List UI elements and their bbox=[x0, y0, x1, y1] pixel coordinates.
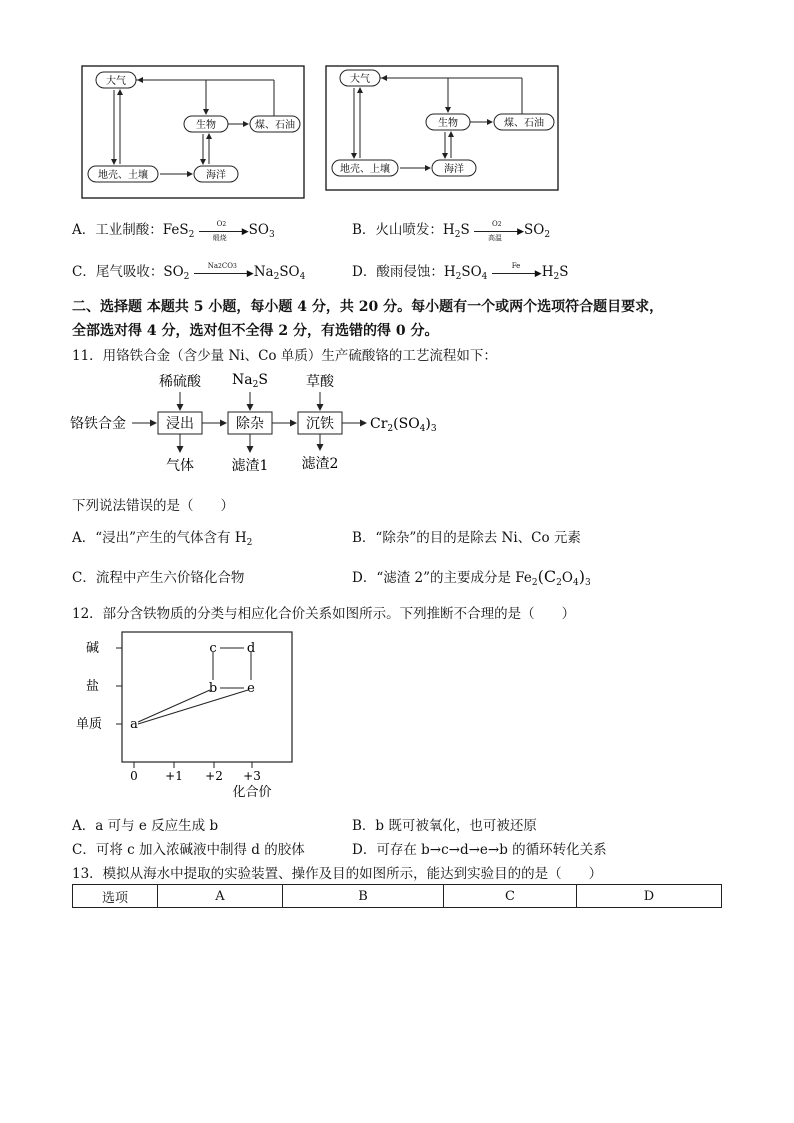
q10-option-a[interactable]: A．工业制酸：FeS$_2$ ▶ O2 煅烧 $SO_3$ bbox=[72, 219, 275, 242]
atmosphere-label: 大气 bbox=[106, 76, 126, 87]
q11-stem: 11．用铬铁合金（含少量 Ni、Co 单质）生产硫酸铬的工艺流程如下： bbox=[72, 348, 497, 364]
q11-option-d[interactable]: D．“滤渣 2”的主要成分是 $Fe_2(C_2O_4)_3$ bbox=[352, 567, 591, 588]
point-b: b bbox=[208, 681, 218, 696]
table-row bbox=[73, 885, 722, 908]
q12-option-c[interactable]: C．可将 c 加入浓碱液中制得 d 的胶体 bbox=[72, 842, 305, 858]
flow-step3: 沉铁 bbox=[306, 416, 334, 432]
ocean-label: 海洋 bbox=[206, 170, 226, 181]
q11-question: 下列说法错误的是（ ） bbox=[72, 498, 234, 514]
section-header-line1: 二、选择题 本题共 5 小题，每小题 4 分，共 20 分。每小题有一个或两个选项符合题目要求， bbox=[72, 299, 664, 315]
q11-flowchart bbox=[70, 366, 450, 478]
flow-reagent2: $Na_2S$ bbox=[232, 372, 268, 390]
table-header-cell: A bbox=[158, 885, 283, 908]
q11-option-a[interactable]: A．“浸出”产生的气体含有 $H_2$ bbox=[72, 530, 253, 548]
q12-option-d[interactable]: D．可存在 b→c→d→e→b 的循环转化关系 bbox=[352, 842, 607, 858]
q12-option-a[interactable]: A．a 可与 e 反应生成 b bbox=[72, 818, 219, 834]
ocean-label: 海洋 bbox=[444, 164, 464, 175]
q10-option-d[interactable]: D．酸雨侵蚀：$H_2SO_4$ ▶ Fe $H_2S$ bbox=[352, 261, 569, 282]
q12-stem: 12．部分含铁物质的分类与相应化合价关系如图所示。下列推断不合理的是（ ） bbox=[72, 606, 576, 622]
q11-option-b[interactable]: B．“除杂”的目的是除去 Ni、Co 元素 bbox=[352, 530, 581, 546]
fossil-label: 煤、石油 bbox=[504, 118, 544, 129]
x-tick-1: +1 bbox=[165, 769, 183, 783]
x-tick-3: +3 bbox=[243, 769, 261, 783]
organism-label: 生物 bbox=[438, 118, 458, 129]
cycle-diagram-2 bbox=[322, 62, 562, 194]
flow-reagent1: 稀硫酸 bbox=[159, 374, 201, 390]
x-tick-0: 0 bbox=[130, 769, 138, 783]
atmosphere-label: 大气 bbox=[350, 74, 370, 85]
flow-out2: 滤渣1 bbox=[231, 458, 269, 474]
q13-options-table bbox=[72, 884, 722, 908]
q10-option-b[interactable]: B．火山喷发：$H_2S$ ▶ O2 高温 $SO_2$ bbox=[352, 219, 551, 242]
q10-option-c[interactable]: C．尾气吸收：$SO_2$ ▶ Na2CO3 $Na_2SO_4$ bbox=[72, 261, 306, 282]
table-header-cell: B bbox=[283, 885, 444, 908]
point-c: c bbox=[209, 641, 217, 656]
table-header-cell: C bbox=[444, 885, 577, 908]
x-tick-2: +2 bbox=[205, 769, 223, 783]
flow-product: $Cr_2(SO_4)_3$ bbox=[370, 416, 437, 434]
flow-step1: 浸出 bbox=[166, 416, 194, 432]
flow-step2: 除杂 bbox=[236, 416, 264, 432]
q11-option-c[interactable]: C．流程中产生六价铬化合物 bbox=[72, 570, 245, 586]
y-label-base: 碱 bbox=[86, 641, 100, 656]
flow-out1: 气体 bbox=[166, 458, 194, 474]
table-header-cell: D bbox=[577, 885, 722, 908]
point-a: a bbox=[130, 717, 138, 732]
fossil-label: 煤、石油 bbox=[255, 120, 295, 131]
organism-label: 生物 bbox=[196, 120, 216, 131]
crust-label: 地壳、土壤 bbox=[98, 170, 148, 181]
y-label-salt: 盐 bbox=[86, 679, 100, 694]
y-label-element: 单质 bbox=[76, 717, 103, 732]
q12-chart bbox=[76, 630, 320, 802]
point-d: d bbox=[246, 641, 256, 656]
cycle-diagram-1 bbox=[78, 62, 308, 202]
q12-option-b[interactable]: B．b 既可被氧化，也可被还原 bbox=[352, 818, 537, 834]
point-e: e bbox=[247, 681, 255, 696]
flow-reagent3: 草酸 bbox=[306, 374, 334, 390]
section-header-line2: 全部选对得 4 分，选对但不全得 2 分，有选错的得 0 分。 bbox=[72, 323, 439, 339]
crust-label: 地壳、上壤 bbox=[340, 164, 390, 175]
table-header-cell: 选项 bbox=[73, 885, 158, 908]
flow-out3: 滤渣2 bbox=[301, 456, 339, 472]
x-axis-label: 化合价 bbox=[232, 785, 272, 800]
q13-stem: 13．模拟从海水中提取的实验装置、操作及目的如图所示，能达到实验目的的是（ ） bbox=[72, 866, 603, 882]
flow-input: 铬铁合金 bbox=[70, 416, 126, 432]
